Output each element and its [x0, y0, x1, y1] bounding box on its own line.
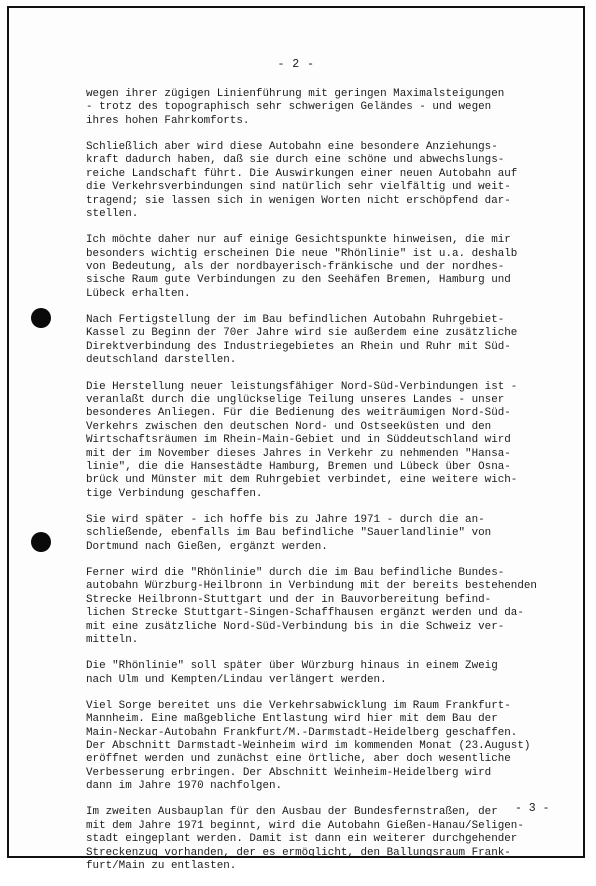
text-line: Ferner wird die "Rhönlinie" durch die im Bau befindliche Bundes- [86, 566, 505, 579]
text-line: eröffnet werden und zunächst eine örtliche, aber doch wesentliche [86, 753, 511, 766]
text-line: mit der im November dieses Jahres in Verkehr zu nehmenden "Hansa- [86, 447, 511, 460]
text-line: tige Verbindung geschaffen. [86, 487, 263, 500]
text-line: Streckenzug vorhanden, der es ermöglicht, den Ballungsraum Frank- [86, 846, 511, 859]
punch-hole-lower [31, 532, 51, 552]
text-line: Nach Fertigstellung der im Bau befindlichen Autobahn Ruhrgebiet- [86, 314, 505, 327]
paragraph [86, 567, 564, 647]
paragraph [86, 381, 564, 502]
text-line: Mannheim. Eine maßgebliche Entlastung wird hier mit dem Bau der [86, 713, 498, 726]
text-line: Der Abschnitt Darmstadt-Weinheim wird im kommenden Monat (23.August) [86, 740, 531, 753]
paragraph [86, 88, 564, 128]
text-line: besonderes Anliegen. Für die Bedienung des weiträumigen Nord-Süd- [86, 407, 511, 420]
text-line: von Bedeutung, als der nordbayerisch-fränkische und der nordhes- [86, 261, 505, 274]
text-line: Verbesserung erbringen. Der Abschnitt Weinheim-Heidelberg wird [86, 766, 492, 779]
next-page-marker: - 3 - [515, 802, 550, 815]
text-line: stadt eingeplant werden. Damit ist dann ein weiterer durchgehender [86, 833, 518, 846]
paragraph [86, 314, 564, 368]
text-line: besonders wichtig erscheinen Die neue "Rhönlinie" ist u.a. deshalb [86, 247, 518, 260]
document-page [7, 6, 585, 873]
paragraph [86, 234, 564, 301]
text-line: - trotz des topographisch sehr schwerigen Geländes - und wegen [86, 101, 492, 114]
text-line: die Verkehrsverbindungen sind natürlich sehr vielfältig und weit- [86, 181, 511, 194]
text-line: deutschland darstellen. [86, 354, 237, 367]
text-line: reiche Landschaft führt. Die Auswirkungen einer neuen Autobahn auf [86, 167, 518, 180]
text-line: dann im Jahre 1970 nachfolgen. [86, 780, 283, 793]
punch-hole-upper [31, 308, 51, 328]
paragraph [86, 660, 564, 687]
text-line: Main-Neckar-Autobahn Frankfurt/M.-Darmstadt-Heidelberg geschaffen. [86, 726, 518, 739]
text-line: stellen. [86, 208, 139, 221]
text-line: Die Herstellung neuer leistungsfähiger Nord-Süd-Verbindungen ist - [86, 380, 518, 393]
text-line: Schließlich aber wird diese Autobahn eine besondere Anziehungs- [86, 141, 498, 154]
text-line: lichen Strecke Stuttgart-Singen-Schaffhausen ergänzt werden und da- [86, 607, 524, 620]
paragraph [86, 806, 564, 873]
text-line: veranlaßt durch die unglückselige Teilung unseres Landes - unser [86, 393, 505, 406]
text-line: brück und Münster mit dem Ruhrgebiet verbindet, eine weitere wich- [86, 474, 518, 487]
text-line: schließende, ebenfalls im Bau befindliche "Sauerlandlinie" von [86, 527, 492, 540]
text-line: Kassel zu Beginn der 70er Jahre wird sie außerdem eine zusätzliche [86, 327, 518, 340]
text-line: Lübeck erhalten. [86, 287, 191, 300]
text-line: furt/Main zu entlasten. [86, 860, 237, 873]
paragraph [86, 700, 564, 794]
text-line: Wirtschaftsräumen im Rhein-Main-Gebiet und in Süddeutschland wird [86, 434, 511, 447]
text-line: Sie wird später - ich hoffe bis zu Jahre 1971 - durch die an- [86, 513, 485, 526]
paragraph [86, 514, 564, 554]
text-line: kraft dadurch haben, daß sie durch eine schöne und abwechslungs- [86, 154, 505, 167]
text-line: mit dem Jahre 1971 beginnt, wird die Autobahn Gießen-Hanau/Seligen- [86, 819, 524, 832]
text-line: wegen ihrer zügigen Linienführung mit geringen Maximalsteigungen [86, 88, 505, 100]
text-line: Viel Sorge bereitet uns die Verkehrsabwicklung im Raum Frankfurt- [86, 699, 511, 712]
text-line: ihres hohen Fahrkomforts. [86, 114, 250, 127]
paragraph [86, 141, 564, 221]
text-line: Strecke Heilbronn-Stuttgart und der in Bauvorbereitung befind- [86, 593, 492, 606]
text-line: Die "Rhönlinie" soll später über Würzburg hinaus in einem Zweig [86, 660, 498, 673]
letter-body [86, 88, 564, 886]
text-line: Ich möchte daher nur auf einige Gesichtspunkte hinweisen, die mir [86, 234, 511, 247]
text-line: mitteln. [86, 634, 139, 646]
text-line: linie", die die Hansestädte Hamburg, Bremen und Lübeck über Osna- [86, 460, 511, 473]
text-line: Verkehrs zwischen den deutschen Nord- und Ostseeküsten und den [86, 420, 492, 433]
text-line: tragend; sie lassen sich in wenigen Worten nicht erschöpfend dar- [86, 194, 511, 207]
text-line: sische Raum gute Verbindungen zu den Seehäfen Bremen, Hamburg und [86, 274, 511, 287]
text-line: Direktverbindung des Industriegebietes an Rhein und Ruhr mit Süd- [86, 340, 511, 353]
page-number: - 2 - [277, 58, 315, 71]
text-line: autobahn Würzburg-Heilbronn in Verbindung mit der bereits bestehenden [86, 580, 537, 593]
text-line: Im zweiten Ausbauplan für den Ausbau der Bundesfernstraßen, der [86, 806, 498, 819]
text-line: mit eine zusätzliche Nord-Süd-Verbindung bis in die Schweiz ver- [86, 620, 505, 633]
text-line: Dortmund nach Gießen, ergänzt werden. [86, 540, 328, 553]
text-line: nach Ulm und Kempten/Lindau verlängert werden. [86, 673, 387, 686]
